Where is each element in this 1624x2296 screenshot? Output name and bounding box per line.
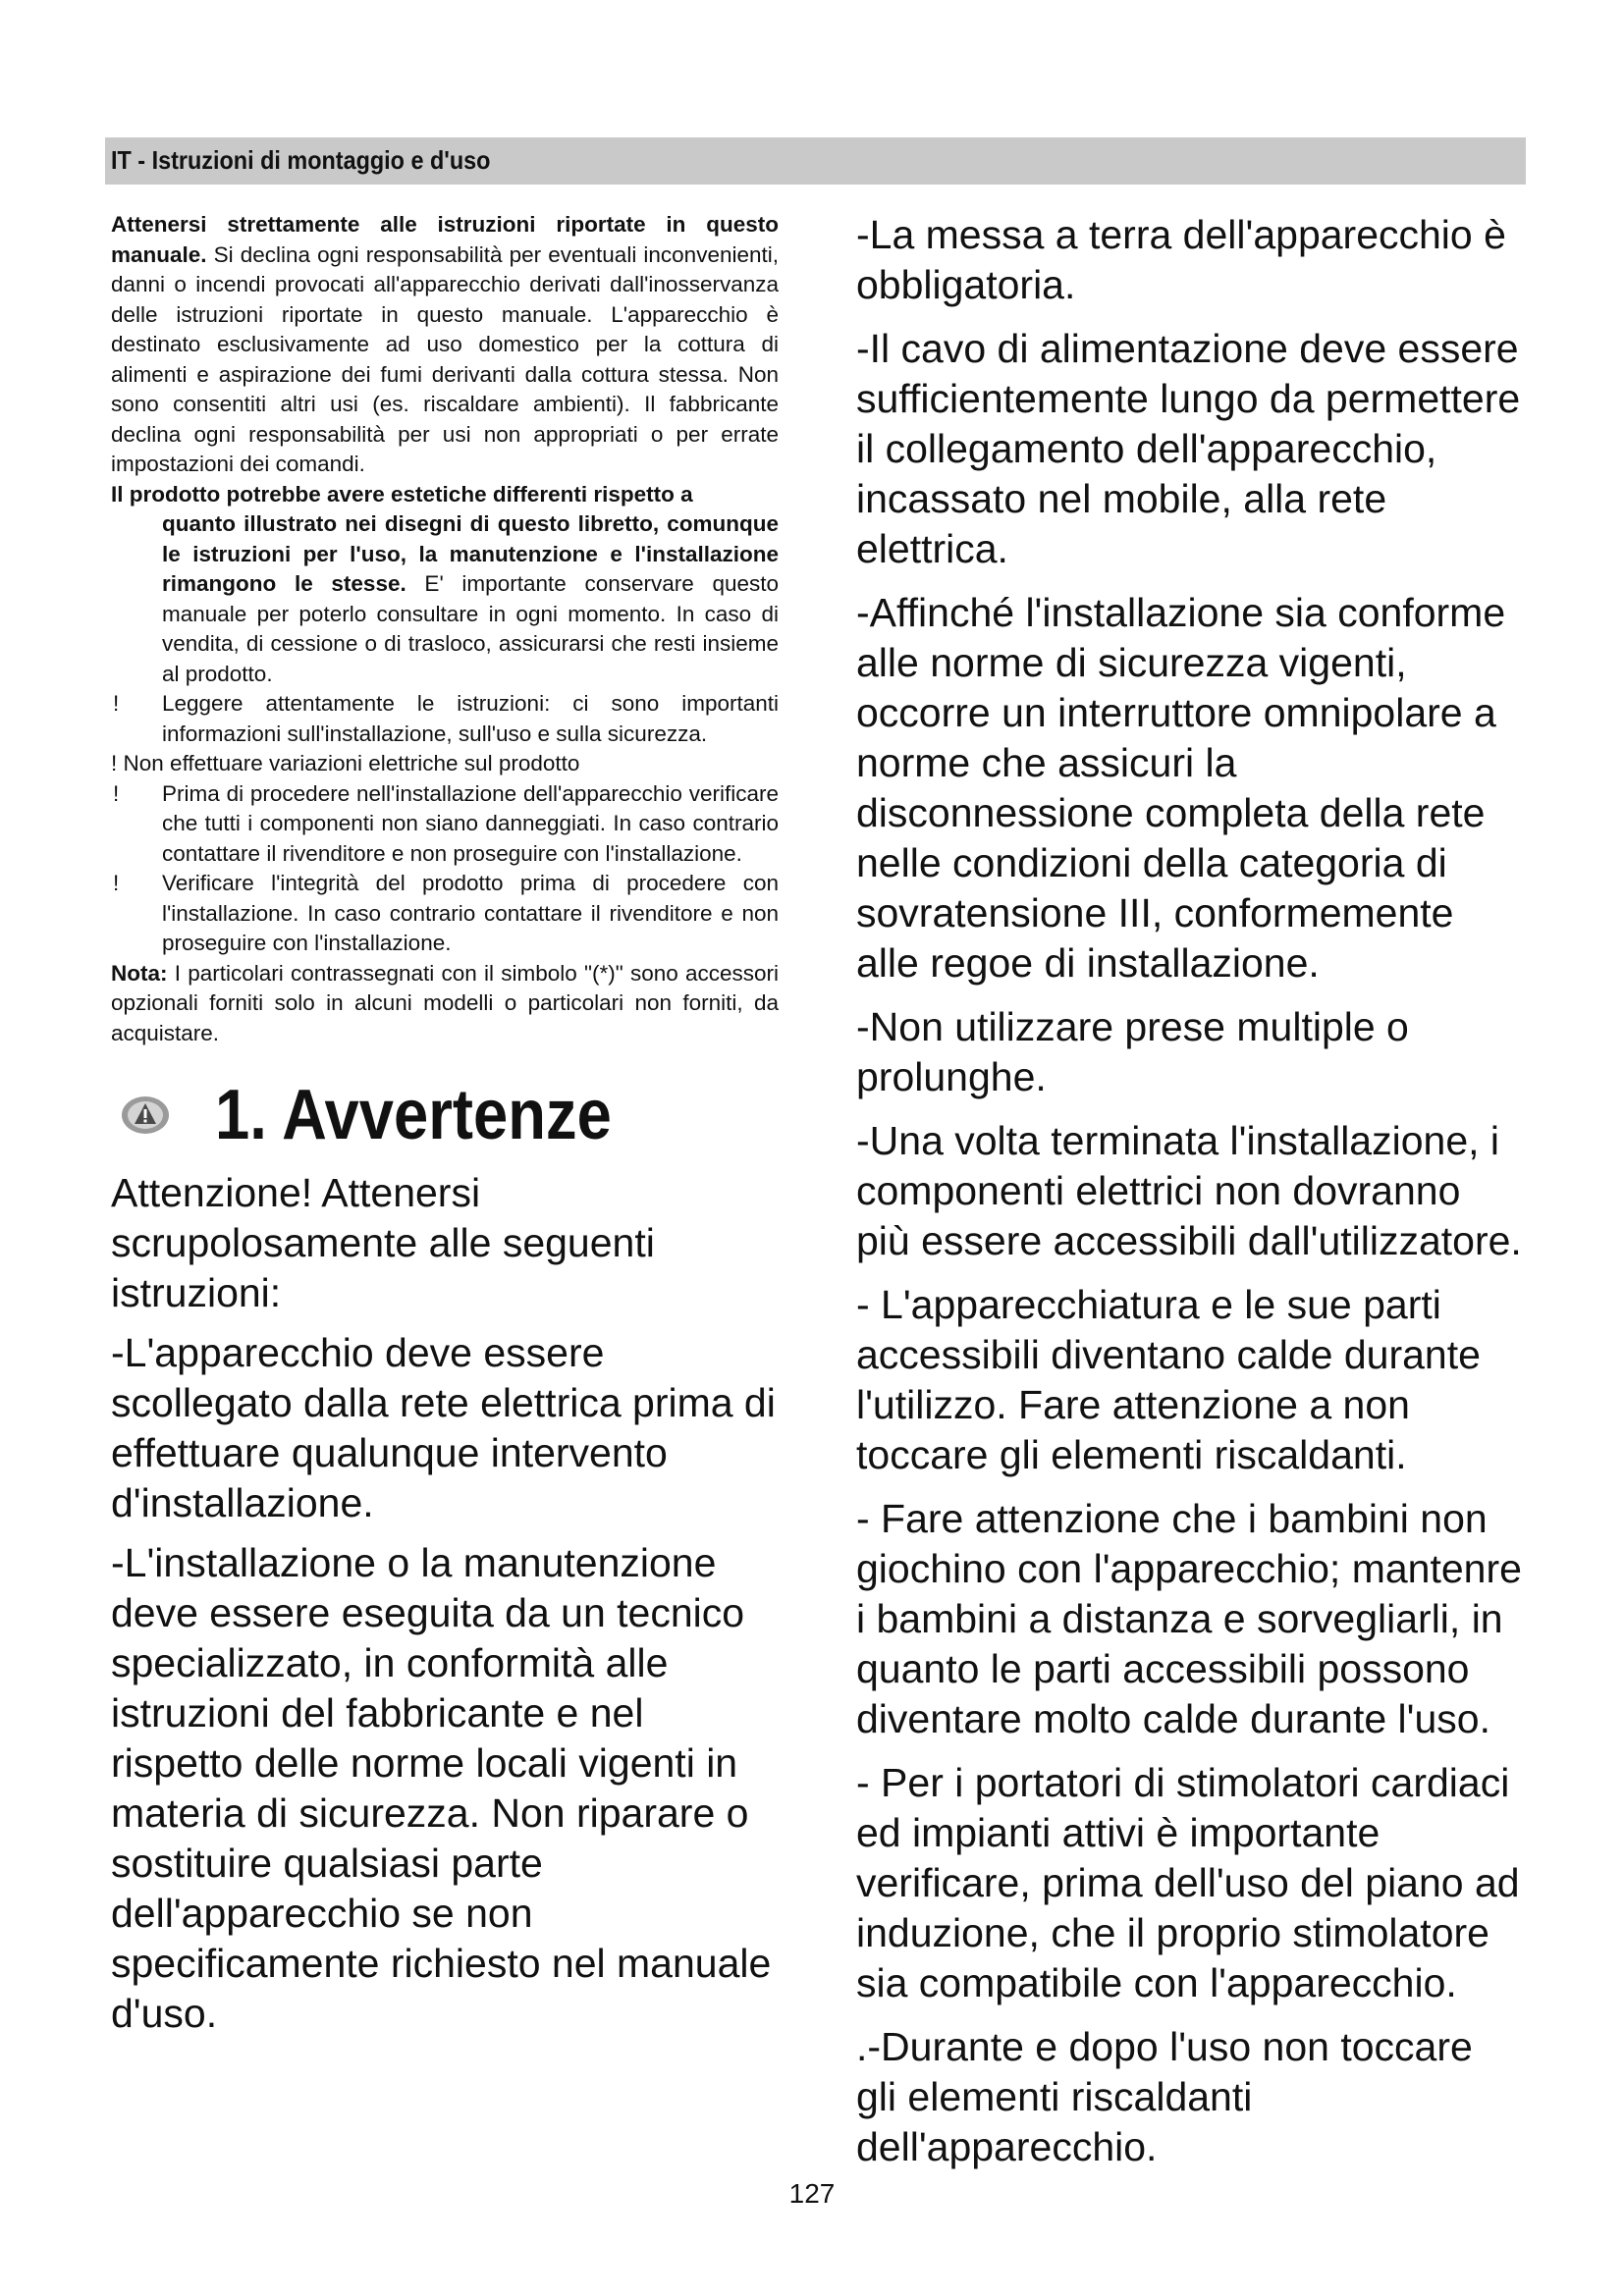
note-text: Prima di procedere nell'installazione dell'apparecchio verificare che tutti i componenti non siano danneggiati. In caso contrario contattare il rivenditore e non proseguire con l'installazione.	[162, 780, 779, 866]
intro-bold-text: Attenersi strettamente alle istruzioni riportate in questo manuale.	[111, 212, 779, 267]
section-paragraph: -L'apparecchio deve essere scollegato dalla rete elettrica prima di effettuare qualunque intervento d'installazione.	[111, 1330, 776, 1525]
product-note-heading	[111, 480, 779, 510]
warning-paragraph: -La messa a terra dell'apparecchio è obbligatoria.	[856, 212, 1506, 307]
warning-icon	[121, 1095, 170, 1135]
exclamation-mark: !	[113, 780, 120, 806]
note-item	[111, 749, 779, 779]
warning-paragraph: -Il cavo di alimentazione deve essere sufficientemente lungo da permettere il collegamento dell'apparecchio, incassato nel mobile, alla rete elettrica.	[856, 326, 1521, 571]
product-note-bold-first: Il prodotto potrebbe avere estetiche differenti rispetto a	[111, 481, 693, 507]
section-paragraph: Attenzione! Attenersi scrupolosamente alle seguenti istruzioni:	[111, 1170, 655, 1315]
note-item	[111, 779, 779, 870]
section-heading	[111, 1076, 779, 1154]
warning-paragraph: -Affinché l'installazione sia conforme alle norme di sicurezza vigenti, occorre un interruttore omnipolare a norme che assicuri la disconnessione completa della rete nelle condizioni della categoria di sovratensione III, conformemente alle regoe di installazione.	[856, 590, 1506, 986]
exclamation-mark: !	[111, 751, 118, 775]
right-column	[856, 210, 1524, 2186]
product-note-paragraph	[111, 509, 779, 689]
note-item	[111, 869, 779, 959]
product-note-bold-rest: quanto illustrato nei disegni di questo libretto, comunque le istruzioni per l'uso, la manutenzione e l'installazione rimangono le stesse.	[162, 511, 779, 596]
page-number: 127	[788, 2178, 836, 2209]
note-item	[111, 689, 779, 749]
note-text: Non effettuare variazioni elettriche sul prodotto	[123, 751, 580, 775]
section-paragraph: -L'installazione o la manutenzione deve essere eseguita da un tecnico specializzato, in conformità alle istruzioni del fabbricante e nel rispetto delle norme locali vigenti in materia di sicurezza. Non riparare o sostituire qualsiasi parte dell'apparecchio se non specificamente richiesto nel manuale d'uso.	[111, 1540, 772, 2036]
warning-paragraph: - L'apparecchiatura e le sue parti accessibili diventano calde durante l'utilizzo. Fare attenzione a non toccare gli elementi riscaldanti.	[856, 1282, 1481, 1477]
note-text: Verificare l'integrità del prodotto prima di procedere con l'installazione. In caso contrario contattare il rivenditore e non proseguire con l'installazione.	[162, 871, 779, 955]
exclamation-mark: !	[113, 691, 120, 716]
product-note-text: E' importante conservare questo manuale per poterlo consultare in ogni momento. In caso di vendita, di cessione o di trasloco, assicurarsi che resti insieme al prodotto.	[162, 571, 779, 686]
nota-label: Nota:	[111, 960, 168, 986]
nota-text: I particolari contrassegnati con il simbolo "(*)" sono accessori opzionali forniti solo in alcuni modelli o particolari non forniti, da acquistare.	[111, 960, 779, 1045]
note-text: Leggere attentamente le istruzioni: ci sono importanti informazioni sull'installazione, sull'uso e sulla sicurezza.	[162, 691, 779, 746]
nota-paragraph	[111, 959, 779, 1049]
left-column	[111, 210, 779, 2049]
exclamation-mark: !	[113, 871, 120, 895]
header-title: IT - Istruzioni di montaggio e d'uso	[111, 145, 491, 175]
header-bar	[105, 137, 1526, 185]
intro-text: Si declina ogni responsabilità per eventuali inconvenienti, danni o incendi provocati all'apparecchio derivati dall'inosservanza delle istruzioni riportate in questo manuale. L'apparecchio è destinato esclusivamente ad uso domestico per la cottura di alimenti e aspirazione dei fumi derivanti dalla cottura stessa. Non sono consentiti altri usi (es. riscaldare ambienti). Il fabbricante declina ogni responsabilità per usi non appropriati o per errate impostazioni dei comandi.	[111, 241, 779, 476]
warning-paragraph: - Fare attenzione che i bambini non giochino con l'apparecchio; mantenre i bambini a distanza e sorvegliarli, in quanto le parti accessibili possono diventare molto calde durante l'uso.	[856, 1496, 1522, 1741]
intro-paragraph	[111, 210, 779, 480]
warning-paragraph: -Non utilizzare prese multiple o prolunghe.	[856, 1004, 1409, 1099]
warning-paragraph: -Una volta terminata l'installazione, i componenti elettrici non dovranno più essere accessibili dall'utilizzatore.	[856, 1118, 1522, 1263]
warning-paragraph: .-Durante e dopo l'uso non toccare gli elementi riscaldanti dell'apparecchio.	[856, 2024, 1473, 2169]
section-title: 1. Avvertenze	[215, 1076, 612, 1154]
warning-paragraph: - Per i portatori di stimolatori cardiaci ed impianti attivi è importante verificare, prima dell'uso del piano ad induzione, che il proprio stimolatore sia compatibile con l'apparecchio.	[856, 1760, 1520, 2005]
